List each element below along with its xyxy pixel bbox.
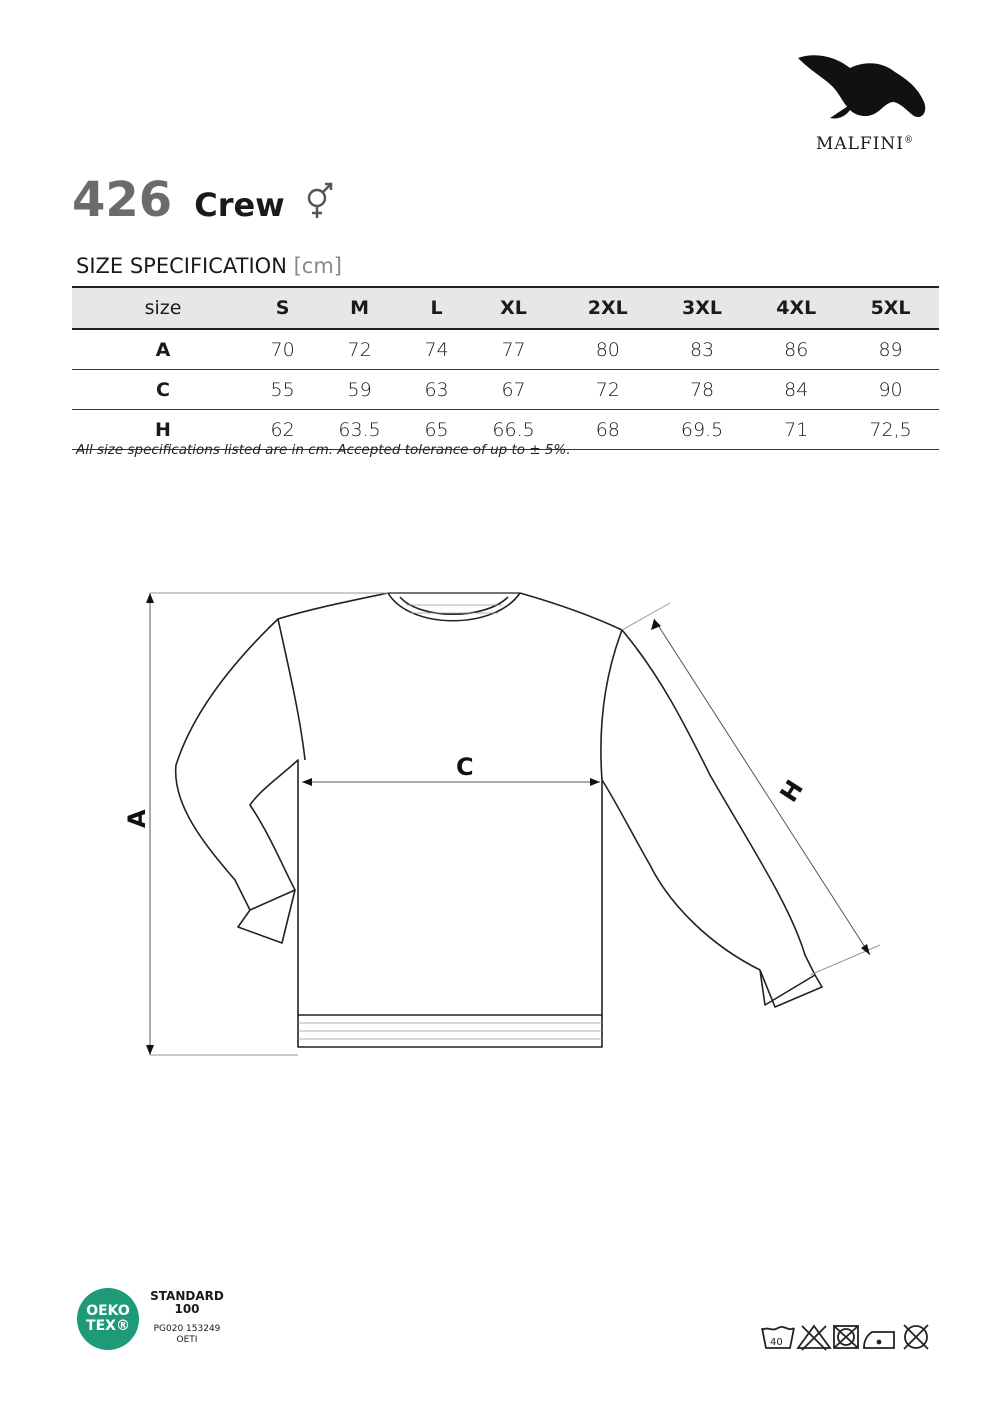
iron-low-icon bbox=[864, 1332, 894, 1348]
column-header: size bbox=[72, 287, 254, 329]
table-row bbox=[72, 370, 939, 410]
column-header: S bbox=[254, 287, 311, 329]
table-cell: 78 bbox=[654, 370, 751, 410]
row-label: H bbox=[72, 410, 254, 450]
svg-text:40: 40 bbox=[770, 1337, 783, 1348]
oeko-standard: STANDARD 100 bbox=[150, 1289, 224, 1316]
product-name: Crew bbox=[194, 186, 285, 224]
table-cell: 86 bbox=[750, 329, 842, 370]
brand-name: MALFINI® bbox=[815, 134, 915, 154]
spec-heading: SIZE SPECIFICATION [cm] bbox=[76, 254, 342, 278]
table-cell: 55 bbox=[254, 370, 311, 410]
row-label: A bbox=[72, 329, 254, 370]
table-cell: 65 bbox=[408, 410, 465, 450]
table-cell: 68 bbox=[562, 410, 654, 450]
table-cell: 70 bbox=[254, 329, 311, 370]
product-code: 426 bbox=[72, 172, 173, 228]
table-cell: 72 bbox=[562, 370, 654, 410]
table-cell: 74 bbox=[408, 329, 465, 370]
table-cell: 59 bbox=[311, 370, 408, 410]
size-table bbox=[72, 286, 939, 450]
oeko-tex-badge bbox=[77, 1288, 277, 1358]
table-cell: 63.5 bbox=[311, 410, 408, 450]
dimension-label-a: A bbox=[123, 809, 151, 828]
column-header: M bbox=[311, 287, 408, 329]
wash-40-icon bbox=[762, 1327, 794, 1348]
care-symbols bbox=[760, 1322, 942, 1358]
table-cell: 89 bbox=[842, 329, 939, 370]
table-cell: 71 bbox=[750, 410, 842, 450]
column-header: L bbox=[408, 287, 465, 329]
table-cell: 90 bbox=[842, 370, 939, 410]
table-cell: 80 bbox=[562, 329, 654, 370]
table-cell: 83 bbox=[654, 329, 751, 370]
row-label: C bbox=[72, 370, 254, 410]
table-cell: 63 bbox=[408, 370, 465, 410]
no-bleach-icon bbox=[798, 1326, 830, 1350]
column-header: 3XL bbox=[654, 287, 751, 329]
unisex-icon bbox=[303, 182, 337, 226]
tolerance-note: All size specifications listed are in cm. Accepted tolerance of up to ± 5%. bbox=[76, 442, 571, 458]
table-header-row bbox=[72, 287, 939, 329]
table-cell: 72 bbox=[311, 329, 408, 370]
no-dry-clean-icon bbox=[904, 1325, 928, 1349]
table-row bbox=[72, 329, 939, 370]
column-header: 5XL bbox=[842, 287, 939, 329]
oeko-tex-logo: OEKO TEX® bbox=[77, 1288, 139, 1350]
table-cell: 62 bbox=[254, 410, 311, 450]
table-cell: 69.5 bbox=[654, 410, 751, 450]
table-cell: 67 bbox=[465, 370, 562, 410]
column-header: 2XL bbox=[562, 287, 654, 329]
table-cell: 66.5 bbox=[465, 410, 562, 450]
sweater-outline bbox=[176, 593, 815, 1015]
dimension-label-h: H bbox=[774, 774, 809, 808]
eagle-icon bbox=[790, 50, 940, 130]
dimension-label-c: C bbox=[456, 753, 474, 781]
oeko-code: PG020 153249 OETI bbox=[153, 1324, 221, 1345]
product-title bbox=[72, 172, 337, 232]
table-cell: 84 bbox=[750, 370, 842, 410]
garment-diagram bbox=[110, 575, 890, 1079]
column-header: 4XL bbox=[750, 287, 842, 329]
no-tumble-dry-icon bbox=[834, 1326, 858, 1348]
table-cell: 77 bbox=[465, 329, 562, 370]
column-header: XL bbox=[465, 287, 562, 329]
brand-logo bbox=[790, 50, 940, 160]
table-cell: 72,5 bbox=[842, 410, 939, 450]
